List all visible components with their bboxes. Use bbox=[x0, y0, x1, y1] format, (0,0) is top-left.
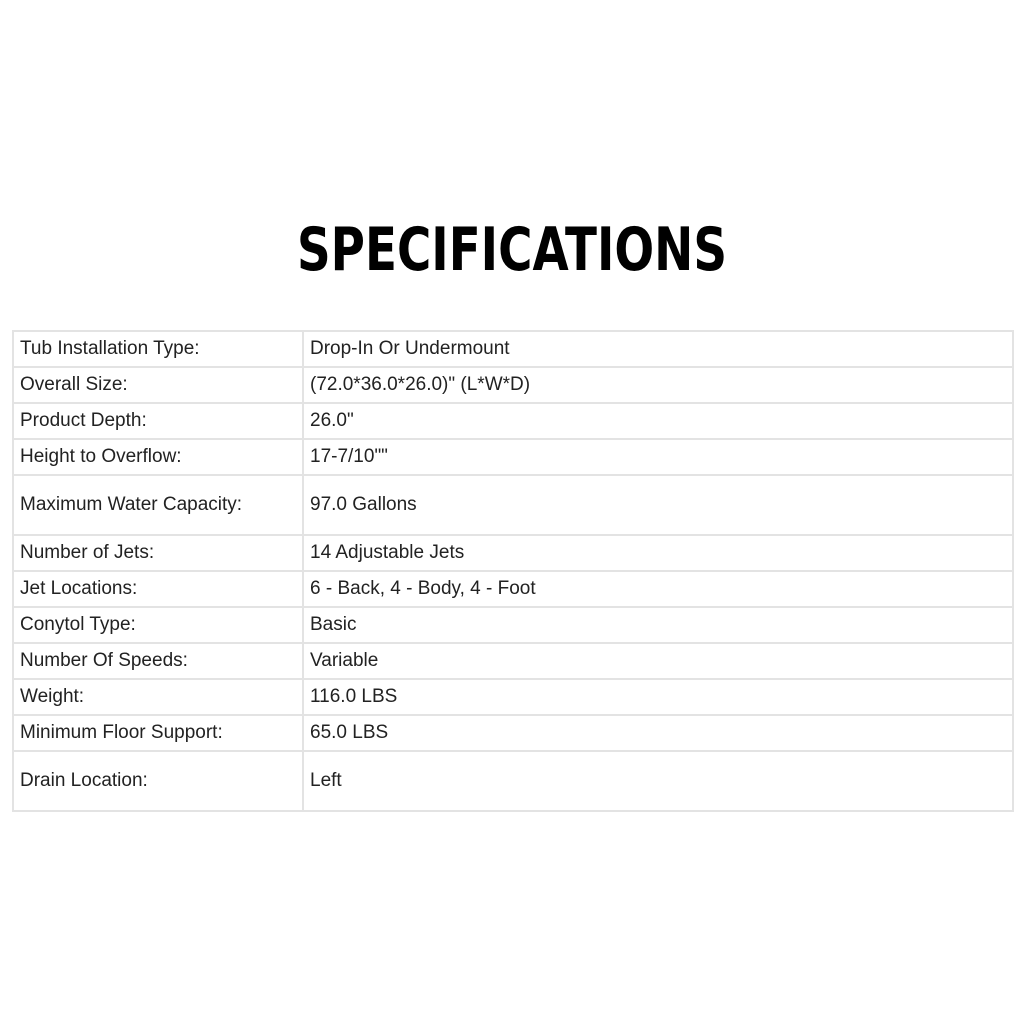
spec-label: Overall Size: bbox=[13, 367, 303, 403]
spec-label: Tub Installation Type: bbox=[13, 331, 303, 367]
spec-label: Maximum Water Capacity: bbox=[13, 475, 303, 535]
spec-value: 6 - Back, 4 - Body, 4 - Foot bbox=[303, 571, 1013, 607]
spec-label: Drain Location: bbox=[13, 751, 303, 811]
spec-value: (72.0*36.0*26.0)" (L*W*D) bbox=[303, 367, 1013, 403]
spec-value: Basic bbox=[303, 607, 1013, 643]
table-row bbox=[13, 439, 1013, 475]
specifications-table bbox=[12, 330, 1014, 812]
table-row bbox=[13, 715, 1013, 751]
page-title: SPECIFICATIONS bbox=[296, 215, 728, 285]
table-row bbox=[13, 607, 1013, 643]
table-row bbox=[13, 535, 1013, 571]
spec-value: 14 Adjustable Jets bbox=[303, 535, 1013, 571]
spec-label: Conytol Type: bbox=[13, 607, 303, 643]
spec-label: Number Of Speeds: bbox=[13, 643, 303, 679]
spec-value: 97.0 Gallons bbox=[303, 475, 1013, 535]
spec-label: Minimum Floor Support: bbox=[13, 715, 303, 751]
table-row bbox=[13, 679, 1013, 715]
table-row bbox=[13, 751, 1013, 811]
spec-label: Product Depth: bbox=[13, 403, 303, 439]
spec-label: Jet Locations: bbox=[13, 571, 303, 607]
spec-value: Variable bbox=[303, 643, 1013, 679]
table-row bbox=[13, 475, 1013, 535]
table-row bbox=[13, 331, 1013, 367]
spec-value: 65.0 LBS bbox=[303, 715, 1013, 751]
spec-label: Number of Jets: bbox=[13, 535, 303, 571]
table-row bbox=[13, 367, 1013, 403]
spec-label: Height to Overflow: bbox=[13, 439, 303, 475]
spec-value: 17-7/10"" bbox=[303, 439, 1013, 475]
spec-value: 26.0" bbox=[303, 403, 1013, 439]
spec-value: 116.0 LBS bbox=[303, 679, 1013, 715]
spec-label: Weight: bbox=[13, 679, 303, 715]
table-row bbox=[13, 571, 1013, 607]
spec-value: Left bbox=[303, 751, 1013, 811]
table-row bbox=[13, 403, 1013, 439]
table-row bbox=[13, 643, 1013, 679]
spec-value: Drop-In Or Undermount bbox=[303, 331, 1013, 367]
